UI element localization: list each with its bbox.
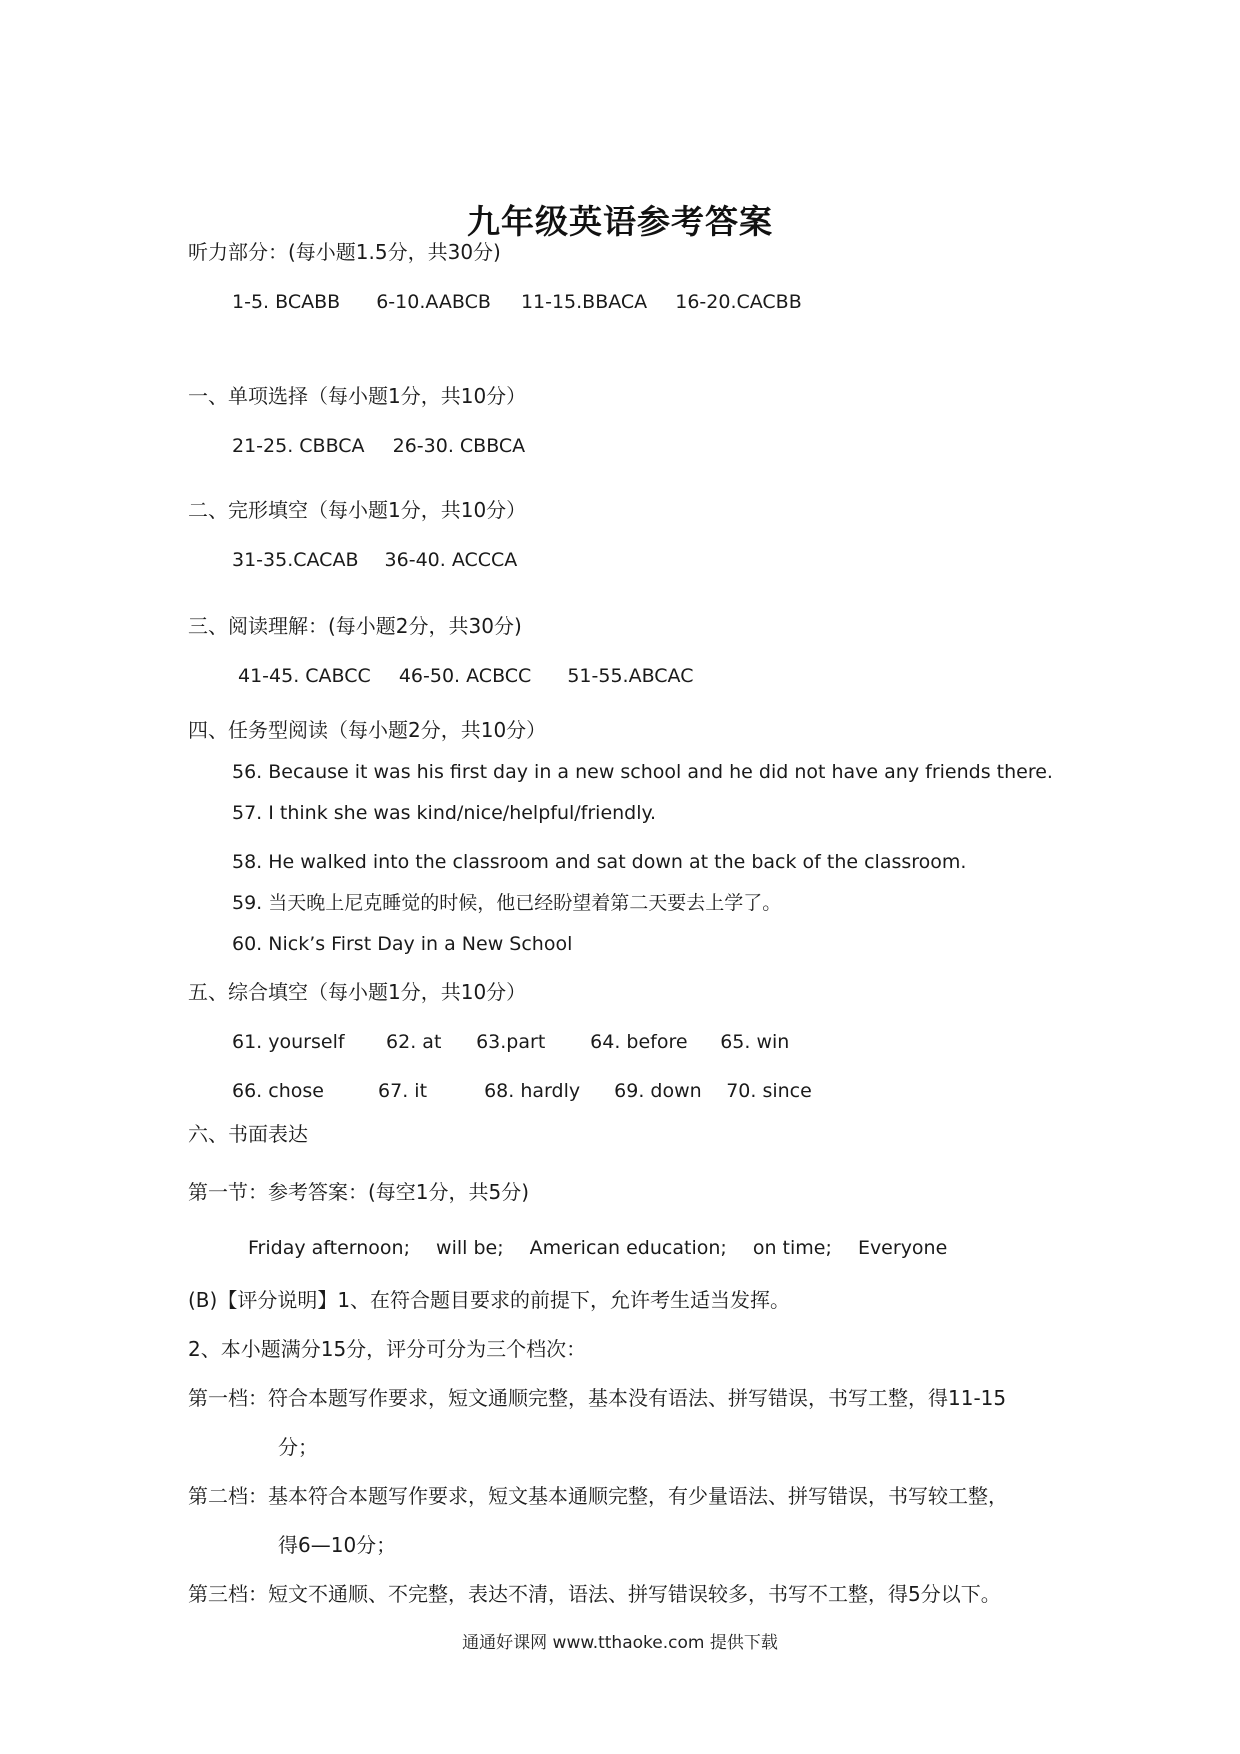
answer-group: 36-40. ACCCA	[384, 549, 518, 571]
answer-item: American education;	[529, 1237, 727, 1259]
cloze-answers	[232, 546, 517, 574]
page-footer: 通通好课网 www.tthaoke.com 提供下载	[462, 1633, 778, 1653]
reading-answers	[238, 662, 694, 690]
reading-heading: 三、阅读理解：(每小题2分，共30分)	[188, 614, 522, 638]
writing-note-2: 2、本小题满分15分，评分可分为三个档次：	[188, 1337, 587, 1361]
tier-3-text: 第三档：短文不通顺、不完整，表达不清，语法、拼写错误较多，书写不工整，得5分以下。	[188, 1582, 1001, 1606]
answer-item: 62. at	[386, 1031, 442, 1053]
task-reading-item: 57. I think she was kind/nice/helpful/friendly.	[232, 802, 657, 824]
answer-group: 31-35.CACAB	[232, 549, 359, 571]
answer-group: 1-5. BCABB	[232, 291, 341, 313]
answer-item: 67. it	[378, 1080, 428, 1102]
writing-b-note: (B)【评分说明】1、在符合题目要求的前提下，允许考生适当发挥。	[188, 1288, 791, 1312]
tier-2-text-cont: 得6—10分；	[278, 1533, 397, 1557]
answer-item: will be;	[436, 1237, 504, 1259]
task-reading-item: 58. He walked into the classroom and sat down at the back of the classroom.	[232, 851, 967, 873]
tier-1-text: 第一档：符合本题写作要求，短文通顺完整，基本没有语法、拼写错误，书写工整，得11-15	[188, 1386, 1007, 1410]
single-choice-answers	[232, 432, 525, 460]
task-reading-item: 60. Nick’s First Day in a New School	[232, 933, 573, 955]
answer-item: Everyone	[857, 1237, 948, 1259]
answer-group: 41-45. CABCC	[238, 665, 371, 687]
task-reading-item: 56. Because it was his first day in a new school and he did not have any friends there.	[232, 761, 1053, 783]
page-title: 九年级英语参考答案	[467, 202, 773, 241]
answer-item: 69. down	[614, 1080, 702, 1102]
comprehensive-row-1	[232, 1028, 789, 1056]
writing-section1-heading: 第一节：参考答案：(每空1分，共5分)	[188, 1180, 530, 1204]
tier-2-text: 第二档：基本符合本题写作要求，短文基本通顺完整，有少量语法、拼写错误，书写较工整，	[188, 1484, 1008, 1508]
writing-section1-answers	[248, 1234, 947, 1262]
listening-answers	[232, 288, 802, 316]
tier-1-text-cont: 分；	[278, 1435, 318, 1459]
answer-item: 64. before	[590, 1031, 688, 1053]
answer-group: 11-15.BBACA	[520, 291, 648, 313]
answer-item: Friday afternoon;	[248, 1237, 410, 1259]
answer-group: 16-20.CACBB	[675, 291, 802, 313]
answer-group: 6-10.AABCB	[376, 291, 491, 313]
task-reading-heading: 四、任务型阅读（每小题2分，共10分）	[188, 718, 547, 742]
answer-group: 46-50. ACBCC	[398, 665, 532, 687]
answer-item: 61. yourself	[232, 1031, 345, 1053]
answer-group: 51-55.ABCAC	[567, 665, 694, 687]
comprehensive-row-2	[232, 1077, 812, 1105]
comprehensive-heading: 五、综合填空（每小题1分，共10分）	[188, 980, 527, 1004]
answer-group: 26-30. CBBCA	[392, 435, 526, 457]
answer-item: 65. win	[720, 1031, 790, 1053]
answer-item: 70. since	[726, 1080, 812, 1102]
answer-item: on time;	[752, 1237, 832, 1259]
answer-item: 63.part	[476, 1031, 546, 1053]
answer-item: 66. chose	[232, 1080, 324, 1102]
cloze-heading: 二、完形填空（每小题1分，共10分）	[188, 498, 527, 522]
answer-item: 68. hardly	[484, 1080, 581, 1102]
single-choice-heading: 一、单项选择（每小题1分，共10分）	[188, 384, 527, 408]
task-reading-item: 59. 当天晚上尼克睡觉的时候，他已经盼望着第二天要去上学了。	[232, 892, 782, 914]
listening-heading: 听力部分：(每小题1.5分，共30分)	[188, 240, 501, 264]
answer-group: 21-25. CBBCA	[232, 435, 365, 457]
writing-heading: 六、书面表达	[188, 1122, 308, 1146]
